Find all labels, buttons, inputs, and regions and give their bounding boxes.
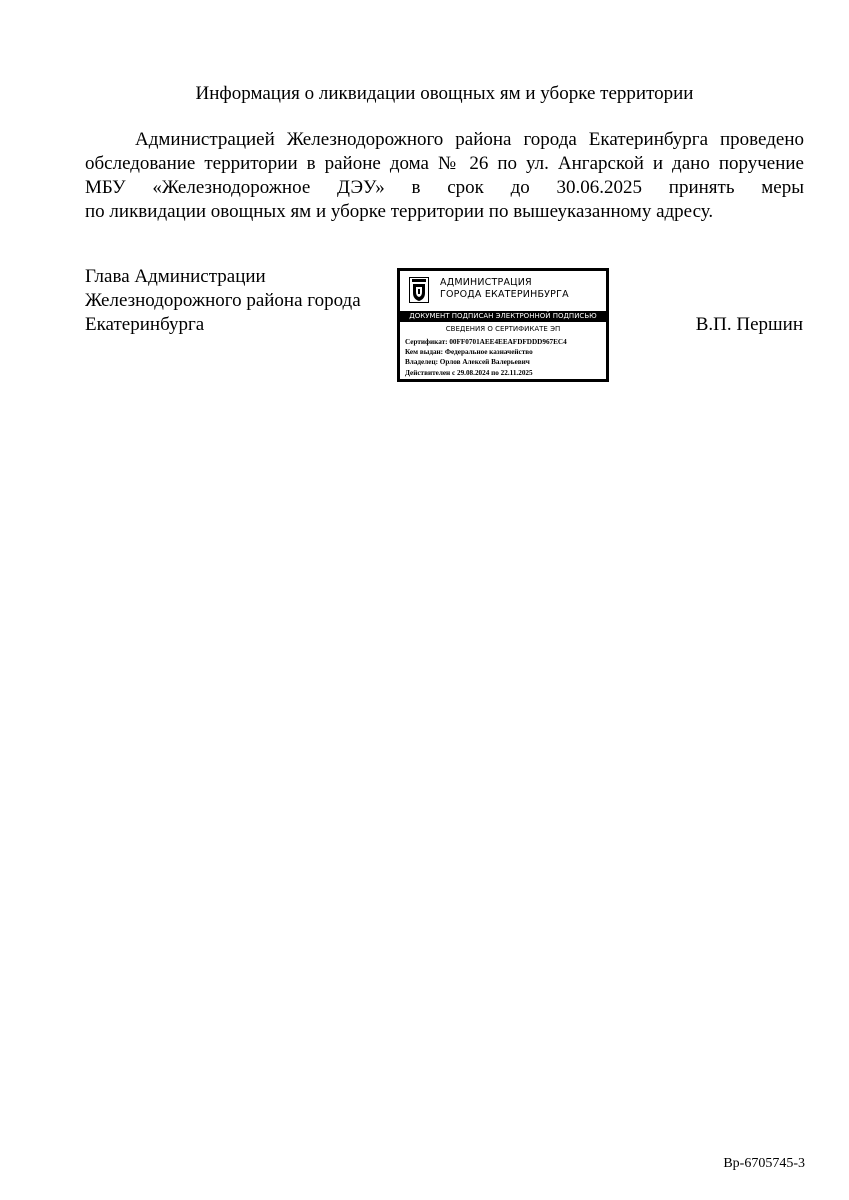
- body-paragraph: [85, 128, 804, 224]
- stamp-certificate-details: [405, 337, 609, 378]
- document-title: Информация о ликвидации овощных ям и уборке территории: [195, 83, 694, 104]
- stamp-certificate-title: СВЕДЕНИЯ О СЕРТИФИКАТЕ ЭП: [445, 325, 561, 333]
- stamp-issued-by: Кем выдан: Федеральное казначейство: [405, 348, 533, 357]
- body-line-4: по ликвидации овощных ям и уборке территории по вышеуказанному адресу.: [85, 201, 714, 222]
- stamp-owner: Владелец: Орлов Алексей Валерьевич: [405, 358, 530, 367]
- stamp-org-line-1: АДМИНИСТРАЦИЯ: [440, 277, 532, 288]
- city-coat-of-arms-icon: [409, 277, 429, 303]
- stamp-organization: [440, 277, 569, 301]
- stamp-validity: Действителен с 29.08.2024 по 22.11.2025: [405, 368, 533, 377]
- stamp-header: [400, 271, 606, 311]
- body-line-1: Администрацией Железнодорожного района города Екатеринбурга проведено: [135, 129, 804, 150]
- signer-position-line-1: Глава Администрации: [85, 266, 266, 287]
- body-line-2: обследование территории в районе дома № 26 по ул. Ангарской и дано поручение: [85, 153, 804, 174]
- stamp-org-line-2: ГОРОДА ЕКАТЕРИНБУРГА: [440, 289, 569, 300]
- document-number: Вр-6705745-3: [723, 1156, 805, 1171]
- signer-name: В.П. Першин: [695, 314, 803, 335]
- body-line-3: МБУ «Железнодорожное ДЭУ» в срок до 30.06.2025 принять меры: [85, 177, 804, 198]
- stamp-certificate-number: Сертификат: 00FF0701AEE4EEAFDFDDD967EC4: [405, 338, 567, 346]
- stamp-signed-banner: ДОКУМЕНТ ПОДПИСАН ЭЛЕКТРОННОЙ ПОДПИСЬЮ: [400, 311, 606, 322]
- signer-position-line-3: Екатеринбурга: [85, 314, 205, 335]
- signer-position-line-2: Железнодорожного района города: [85, 290, 361, 311]
- signer-position: [85, 265, 361, 337]
- electronic-signature-stamp: [397, 268, 609, 382]
